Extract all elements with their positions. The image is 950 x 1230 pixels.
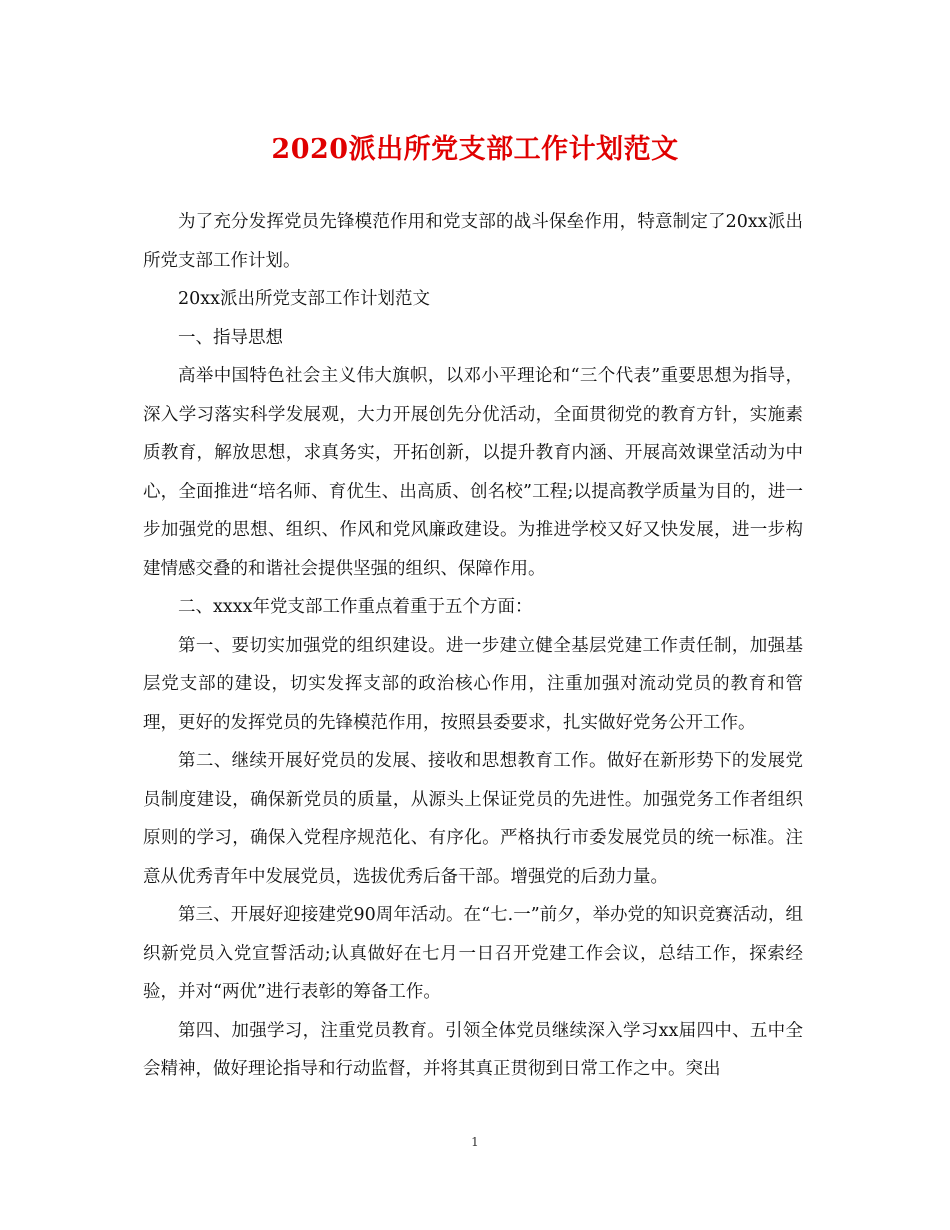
section-heading-key-work: 二、xxxx年党支部工作重点着重于五个方面：: [178, 597, 533, 617]
paragraph-subtitle: 20xx派出所党支部工作计划范文: [178, 289, 431, 309]
paragraph-point-1: 第一、要切实加强党的组织建设。进一步建立健全基层党建工作责任制，加强基层党支部的建设，切实发挥支部的政治核心作用，注重加强对流动党员的教育和管理，更好的发挥党员的先锋模范作用，按照县委要求，扎实做好党务公开工作。: [143, 635, 803, 733]
paragraph-point-3: 第三、开展好迎接建党90周年活动。在“七.一”前夕，举办党的知识竞赛活动，组织新党员入党宣誓活动;认真做好在七月一日召开党建工作会议，总结工作，探索经验，并对“两优”进行表彰的筹备工作。: [143, 905, 803, 1002]
paragraph-point-4: 第四、加强学习，注重党员教育。引领全体党员继续深入学习xx届四中、五中全会精神，做好理论指导和行动监督，并将其真正贯彻到日常工作之中。突出: [143, 1020, 803, 1079]
section-heading-guiding-thought: 一、指导思想: [178, 327, 283, 348]
document-title: 2020派出所党支部工作计划范文: [271, 134, 679, 165]
paragraph-intro: 为了充分发挥党员先锋模范作用和党支部的战斗保垒作用，特意制定了20xx派出所党支部工作计划。: [143, 212, 803, 271]
paragraph-point-2: 第二、继续开展好党员的发展、接收和思想教育工作。做好在新形势下的发展党员制度建设，确保新党员的质量，从源头上保证党员的先进性。加强党务工作者组织原则的学习，确保入党程序规范化、有序化。严格执行市委发展党员的统一标准。注意从优秀青年中发展党员，选拔优秀后备干部。增强党的后劲力量。: [143, 751, 803, 887]
page-number: 1: [471, 1135, 479, 1149]
paragraph-guiding-thought: 高举中国特色社会主义伟大旗帜，以邓小平理论和“三个代表”重要思想为指导，深入学习落实科学发展观，大力开展创先分优活动，全面贯彻党的教育方针，实施素质教育，解放思想，求真务实，开拓创新，以提升教育内涵、开展高效课堂活动为中心，全面推进“培名师、育优生、出高质、创名校”工程;以提高教学质量为目的，进一步加强党的思想、组织、作风和党风廉政建设。为推进学校又好又快发展，进一步构建情感交叠的和谐社会提供坚强的组织、保障作用。: [143, 366, 803, 579]
document-body: [143, 203, 803, 1089]
